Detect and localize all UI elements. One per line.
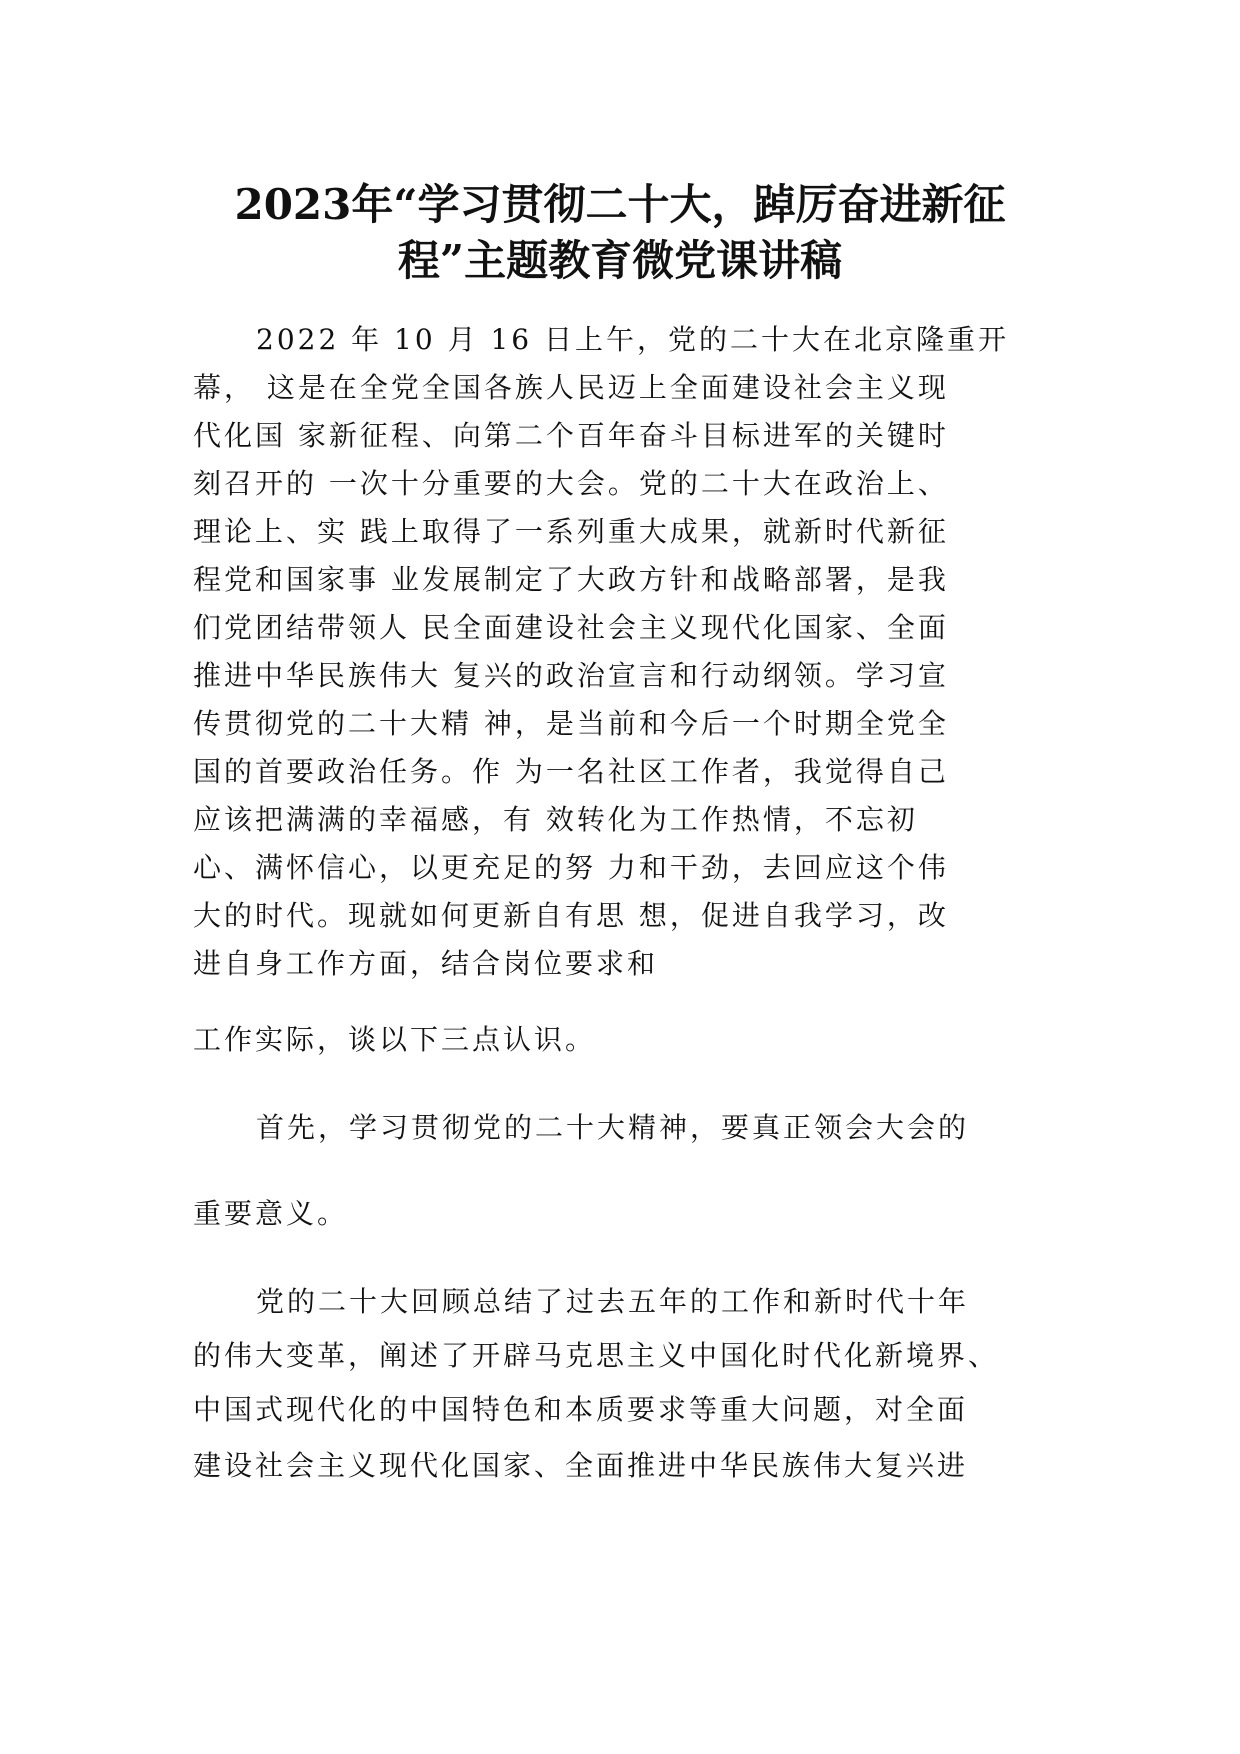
paragraph-1-line-2: 幕， 这是在全党全国各族人民迈上全面建设社会主义现: [193, 371, 949, 404]
paragraph-1-line-10: 国的首要政治任务。作 为一名社区工作者，我觉得自己: [193, 755, 949, 788]
paragraph-1-line-8: 推进中华民族伟大 复兴的政治宣言和行动纲领。学习宣: [193, 659, 949, 692]
paragraph-1-line-12: 心、满怀信心，以更充足的努 力和干劲，去回应这个伟: [193, 851, 949, 884]
paragraph-1-tail: 工作实际，谈以下三点认识。: [193, 1023, 597, 1056]
paragraph-2-line-2: 的伟大变革，阐述了开辟马克思主义中国化时代化新境界、: [193, 1339, 1000, 1372]
document-title-line-2: 程”主题教育微党课讲稿: [397, 236, 843, 285]
section-heading-1-line-2: 重要意义。: [193, 1197, 349, 1230]
paragraph-1-line-9: 传贯彻党的二十大精 神，是当前和今后一个时期全党全: [193, 707, 949, 740]
paragraph-2-line-3: 中国式现代化的中国特色和本质要求等重大问题，对全面: [193, 1393, 969, 1426]
paragraph-1-line-1: 2022 年 10 月 16 日上午，党的二十大在北京隆重开: [256, 323, 1010, 356]
paragraph-2-line-4: 建设社会主义现代化国家、全面推进中华民族伟大复兴进: [193, 1449, 969, 1482]
paragraph-1-line-3: 代化国 家新征程、向第二个百年奋斗目标进军的关键时: [193, 419, 949, 452]
paragraph-2-line-1: 党的二十大回顾总结了过去五年的工作和新时代十年: [256, 1285, 970, 1318]
paragraph-1-line-11: 应该把满满的幸福感，有 效转化为工作热情，不忘初: [193, 803, 918, 836]
document-title-line-1: 2023年“学习贯彻二十大，踔厉奋进新征: [234, 180, 1006, 229]
paragraph-1-line-13: 大的时代。现就如何更新自有思 想，促进自我学习，改: [193, 899, 949, 932]
section-heading-1-line-1: 首先，学习贯彻党的二十大精神，要真正领会大会的: [256, 1111, 970, 1144]
paragraph-1-line-5: 理论上、实 践上取得了一系列重大成果，就新时代新征: [193, 515, 949, 548]
paragraph-1-line-14: 进自身工作方面，结合岗位要求和: [193, 947, 659, 980]
paragraph-1-line-7: 们党团结带领人 民全面建设社会主义现代化国家、全面: [193, 611, 949, 644]
paragraph-1-line-4: 刻召开的 一次十分重要的大会。党的二十大在政治上、: [193, 467, 949, 500]
paragraph-1-line-6: 程党和国家事 业发展制定了大政方针和战略部署，是我: [193, 563, 949, 596]
